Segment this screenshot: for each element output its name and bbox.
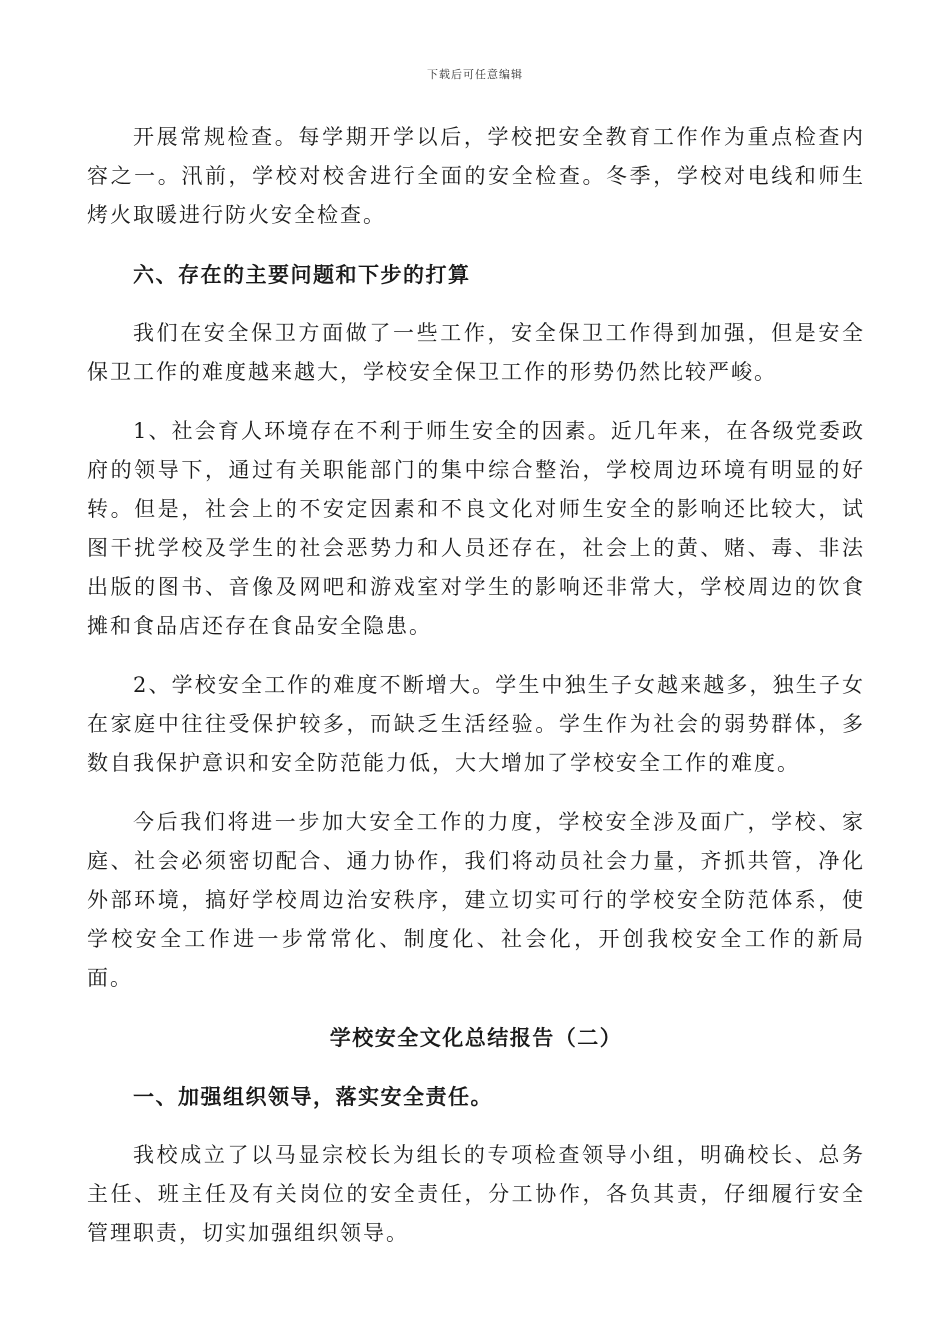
paragraph-security-overview: 我们在安全保卫方面做了一些工作，安全保卫工作得到加强，但是安全保卫工作的难度越来越大，学校安全保卫工作的形势仍然比较严峻。 [87,321,865,384]
paragraph-issue-one: 1、社会育人环境存在不利于师生安全的因素。近几年来，在各级党委政府的领导下，通过有关职能部门的集中综合整治，学校周边环境有明显的好转。但是，社会上的不安定因素和不良文化对师生安全的影响还比较大，试图干扰学校及学生的社会恶势力和人员还存在，社会上的黄、赌、毒、非法出版的图书、音像及网吧和游戏室对学生的影响还非常大，学校周边的饮食摊和食品店还存在食品安全隐患。 [87,419,865,638]
paragraph-organization: 我校成立了以马显宗校长为组长的专项检查领导小组，明确校长、总务主任、班主任及有关岗位的安全责任，分工协作，各负其责，仔细履行安全管理职责，切实加强组织领导。 [87,1143,865,1245]
report-title: 学校安全文化总结报告（二） [329,1025,623,1050]
section-heading-one: 一、加强组织领导，落实安全责任。 [133,1084,493,1109]
section-heading-six: 六、存在的主要问题和下步的打算 [133,262,471,287]
header-note: 下载后可任意编辑 [427,68,523,81]
paragraph-issue-two: 2、学校安全工作的难度不断增大。学生中独生子女越来越多，独生子女在家庭中往往受保护较多，而缺乏生活经验。学生作为社会的弱势群体，多数自我保护意识和安全防范能力低，大大增加了学校安全工作的难度。 [87,673,865,775]
paragraph-routine-inspection: 开展常规检查。每学期开学以后，学校把安全教育工作作为重点检查内容之一。汛前，学校对校舍进行全面的安全检查。冬季，学校对电线和师生烤火取暖进行防火安全检查。 [87,125,865,227]
paragraph-future-plan: 今后我们将进一步加大安全工作的力度，学校安全涉及面广，学校、家庭、社会必须密切配合、通力协作，我们将动员社会力量，齐抓共管，净化外部环境，搞好学校周边治安秩序，建立切实可行的学校安全防范体系，使学校安全工作进一步常常化、制度化、社会化，开创我校安全工作的新局面。 [87,810,865,990]
document-body [87,118,865,1253]
